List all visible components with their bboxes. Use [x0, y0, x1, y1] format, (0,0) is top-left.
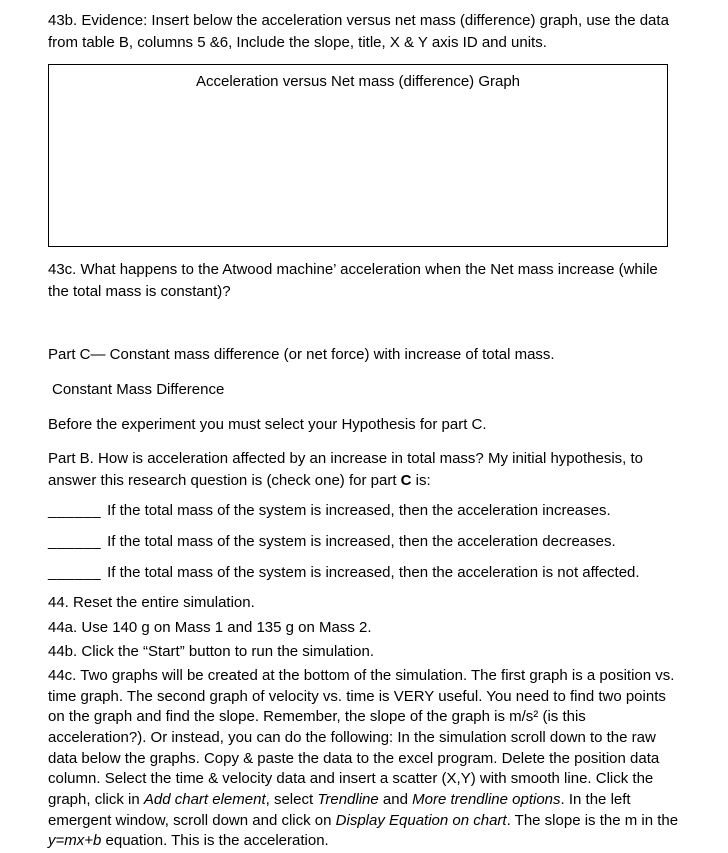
option-text: If the total mass of the system is increased, then the acceleration is not affected. — [107, 563, 640, 581]
hypothesis-intro: Before the experiment you must select your Hypothesis for part C. — [48, 415, 487, 433]
step-44b: 44b. Click the “Start” button to run the simulation. — [48, 643, 374, 661]
answer-blank[interactable]: ______ — [48, 532, 102, 550]
answer-blank[interactable]: ______ — [48, 563, 102, 581]
option-text: If the total mass of the system is increased, then the acceleration increases. — [107, 502, 611, 520]
step-44a: 44a. Use 140 g on Mass 1 and 135 g on Mass 2. — [48, 618, 372, 636]
step-44c — [48, 666, 682, 852]
display-equation-phrase: Display Equation on chart — [335, 811, 507, 829]
part-b-prompt-bold-c: C — [400, 471, 412, 489]
part-c-heading: Part C— Constant mass difference (or net force) with increase of total mass. — [48, 346, 555, 364]
trendline-phrase: Trendline — [317, 791, 379, 809]
question-43c: 43c. What happens to the Atwood machine’ acceleration when the Net mass increase (while the total mass is constant)? — [48, 261, 658, 300]
step-44c-text: , select — [265, 791, 318, 809]
hypothesis-option-not-affected — [48, 562, 682, 584]
hypothesis-option-increases — [48, 500, 682, 522]
graph-box-title: Acceleration versus Net mass (difference) Graph — [195, 73, 521, 91]
constant-mass-subheading: Constant Mass Difference — [52, 380, 225, 398]
step-44c-text: and — [378, 791, 413, 809]
option-text: If the total mass of the system is increased, then the acceleration decreases. — [107, 532, 616, 550]
hypothesis-option-decreases — [48, 531, 682, 553]
step-44c-text: . The slope is the m in the — [506, 811, 679, 829]
more-trendline-options-phrase: More trendline options — [412, 791, 561, 809]
step-44: 44. Reset the entire simulation. — [48, 594, 255, 612]
equation-ymxb: y=mx+b — [48, 832, 102, 850]
part-b-prompt-suffix: is: — [411, 471, 431, 489]
answer-blank[interactable]: ______ — [48, 502, 102, 520]
graph-placeholder-box[interactable] — [48, 64, 668, 247]
add-chart-element-phrase: Add chart element — [143, 791, 266, 809]
question-43b: 43b. Evidence: Insert below the acceleration versus net mass (difference) graph, use the data from table B, columns 5 &6, Include the slope, title, X & Y axis ID and units. — [48, 12, 669, 51]
step-44c-text: equation. This is the acceleration. — [101, 832, 329, 850]
step-44c-text: . In the left emergent window, scroll down and click on — [48, 791, 631, 829]
part-b-prompt-text: Part B. How is acceleration affected by an increase in total mass? My initial hypothesis, to answer this research question is (check one) for part — [48, 450, 644, 489]
step-44c-text: 44c. Two graphs will be created at the bottom of the simulation. The first graph is a position vs. time graph. The second graph of velocity vs. time is VERY useful. You need to find two points on the graph and find the slope. Remember, the slope of the graph is m/s² (is this acceleration?). Or instead, you can do the following: In the simulation scroll down to the raw data below the graphs. Copy & paste the data to the excel program. Delete the position data column. Select the time & velocity data and insert a scatter (X,Y) with smooth line. Click the graph, click in — [48, 666, 675, 809]
part-b-prompt — [48, 448, 682, 491]
